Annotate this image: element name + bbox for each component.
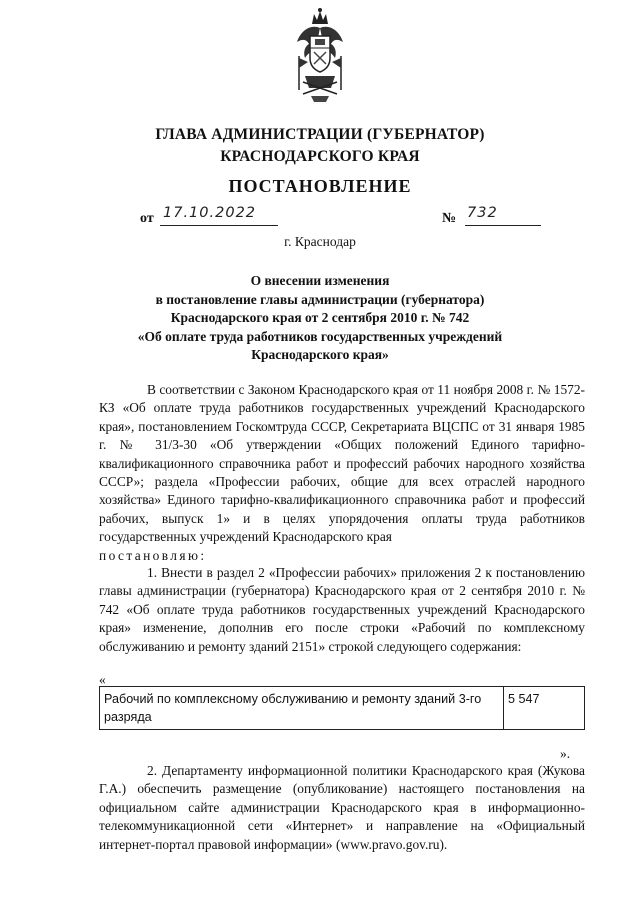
title-line: «Об оплате труда работников государственных учреждений [137, 328, 503, 344]
preamble-block [99, 381, 585, 565]
date-prefix: от [140, 211, 154, 226]
number-underline [465, 225, 541, 226]
city: г. Краснодар [284, 234, 356, 249]
profession-cell: Рабочий по комплексному обслуживанию и ремонту зданий 3-го разряда [100, 687, 504, 730]
preamble-paragraph: В соответствии с Законом Краснодарского края от 11 ноября 2008 г. № 1572-КЗ «Об оплате труда работников государственных учреждений Краснодарского края», постановлением Госкомтруда СССР, Секретариата ВЦСПС от 31 января 1985 г. № 31/3-30 «Об утверждении «Общих положений Единого тарифно-квалификационного справочника работ и профессий рабочих народного хозяйства СССР»; раздела «Профессии рабочих, общие для всех отраслей народного хозяйства» Единого тарифно-квалификационного справочника работ и профессий рабочих, выпуск 1» и в целях упорядочения оплаты труда работников государственных учреждений Краснодарского края [99, 382, 585, 545]
insertion-table [99, 686, 585, 730]
date-underline [160, 225, 278, 226]
authority-heading [0, 124, 640, 168]
date-number-line [140, 205, 540, 227]
handwritten-date: 17.10.2022 [163, 205, 257, 221]
title-line: Краснодарского края от 2 сентября 2010 г. № 742 [170, 310, 470, 325]
authority-text: ГЛАВА АДМИНИСТРАЦИИ (ГУБЕРНАТОР) КРАСНОДАРСКОГО КРАЯ [155, 126, 485, 165]
title-line: Краснодарского края» [251, 347, 389, 362]
handwritten-number: 732 [467, 205, 498, 221]
quote-open: « [99, 672, 106, 687]
title-line: в постановление главы администрации (губернатора) [155, 291, 485, 307]
table-row [100, 687, 585, 730]
document-type: ПОСТАНОВЛЕНИЕ [228, 176, 412, 196]
number-prefix: № [442, 211, 457, 226]
item-2-paragraph: 2. Департаменту информационной политики Краснодарского края (Жукова Г.А.) обеспечить размещение (опубликование) настоящего постановления на официальном сайте администрации Краснодарского края в информационно-телекоммуникационной сети «Интернет» и направление на «Официальный интернет-портал правовой информации» (www.pravo.gov.ru). [99, 763, 585, 852]
amount-cell: 5 547 [504, 687, 585, 730]
item-1-paragraph: 1. Внести в раздел 2 «Профессии рабочих» приложения 2 к постановлению главы администрации (губернатора) Краснодарского края от 2 сентября 2010 г. № 742 «Об оплате труда работников государственных учреждений Краснодарского края» изменение, дополнив его после строки «Рабочий по комплексному обслуживанию и ремонту зданий 2151» строкой следующего содержания: [99, 565, 585, 654]
resolve-word: постановляю: [99, 547, 207, 563]
document-title [0, 272, 640, 365]
title-line: О внесении изменения [250, 273, 390, 288]
quote-close: ». [560, 746, 571, 761]
coat-of-arms-icon [293, 6, 347, 106]
